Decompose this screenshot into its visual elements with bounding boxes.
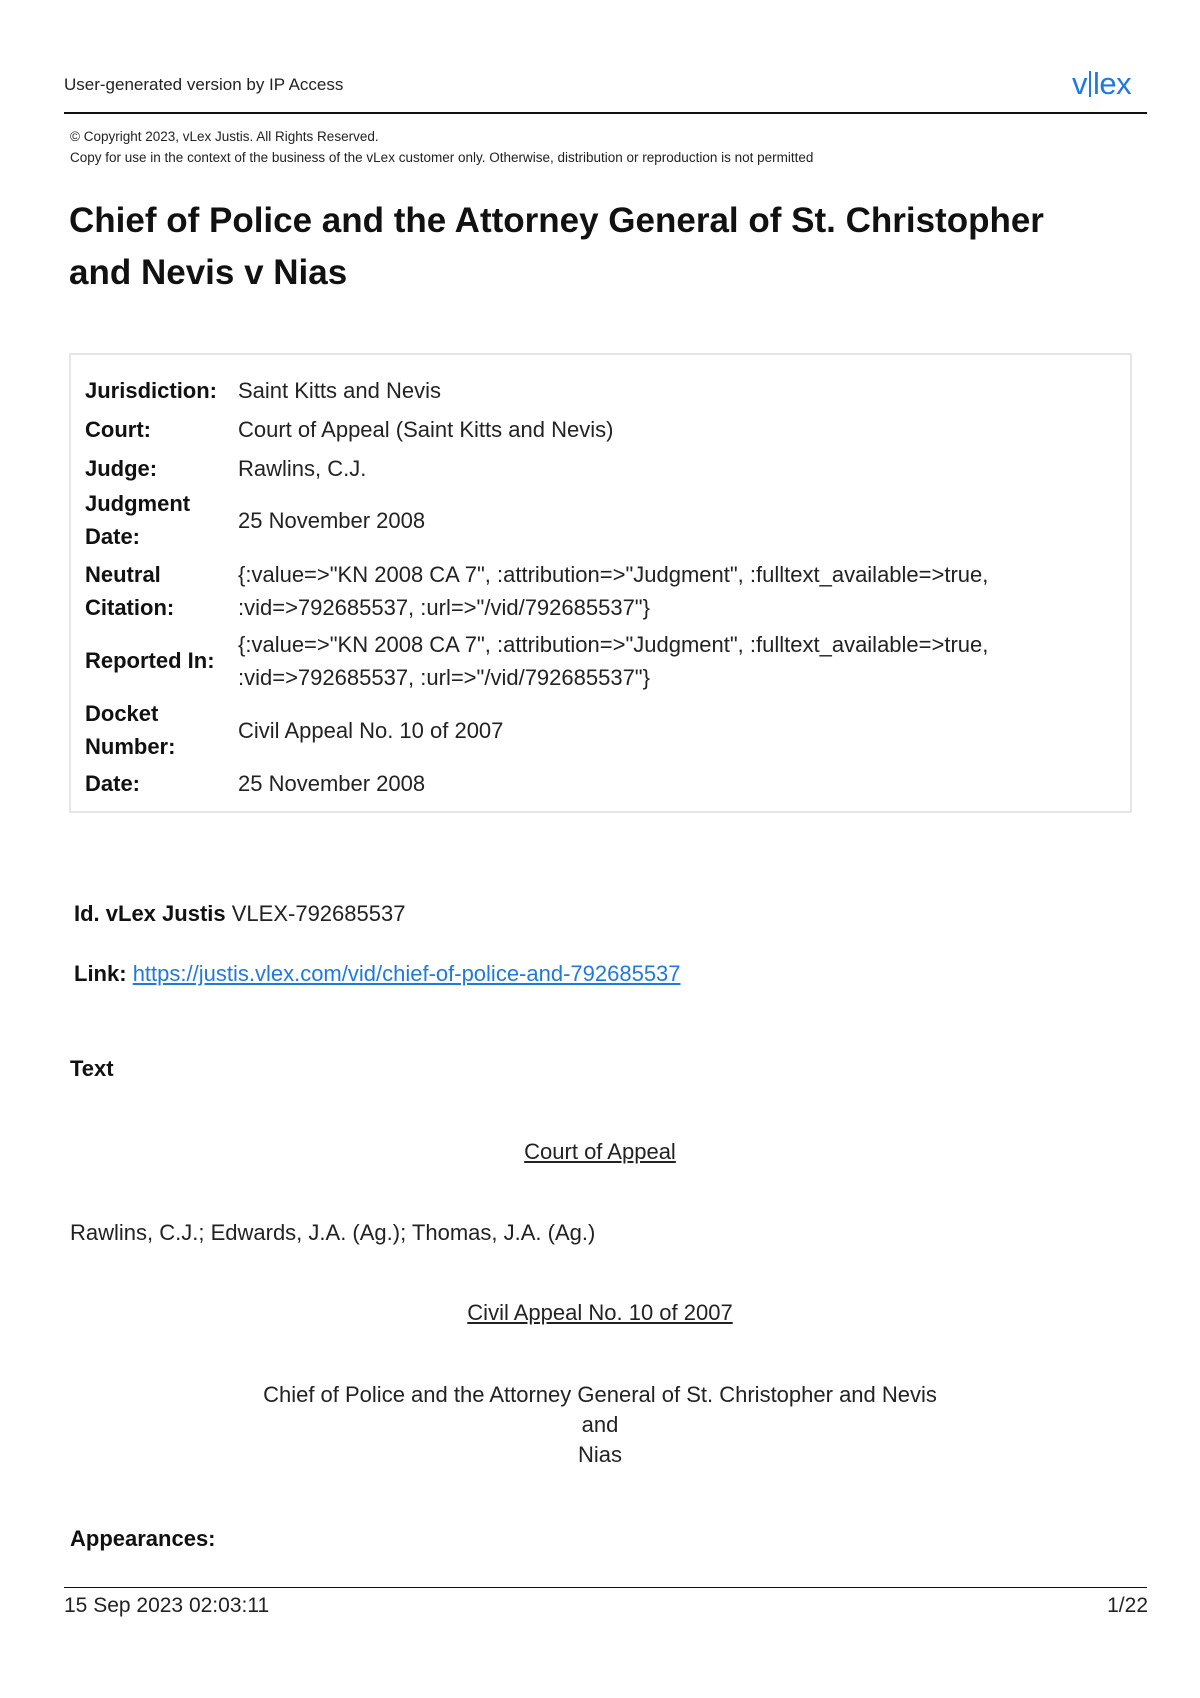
page-number: 1/22 [1107,1594,1148,1617]
vlex-id-value: VLEX-792685537 [231,901,406,926]
docket-number-label [85,697,235,763]
docket-label-line-2: Number: [85,734,176,759]
logo-text-left: v [1072,66,1087,101]
title-line-2: and Nevis v Nias [69,253,348,292]
judges-line: Rawlins, C.J.; Edwards, J.A. (Ag.); Thomas, J.A. (Ag.) [70,1220,596,1245]
date-label: Date: [85,771,141,796]
judgment-date-value: 25 November 2008 [238,508,426,533]
link-label: Link: [74,961,127,986]
neutral-citation-label-line-1: Neutral [85,562,161,587]
copyright-notice: © Copyright 2023, vLex Justis. All Rights Reserved. [70,129,379,144]
court-heading: Court of Appeal [524,1139,676,1164]
party-two: Nias [577,1442,622,1467]
reported-in-value-line-1: {:value=>"KN 2008 CA 7", :attribution=>"Judgment", :fulltext_available=>true, [238,632,989,657]
document-link[interactable]: https://justis.vlex.com/vid/chief-of-police-and-792685537 [132,961,681,986]
logo-text-right: lex [1093,66,1132,101]
neutral-citation-label-line-2: Citation: [85,595,175,620]
footer-rule [64,1587,1147,1588]
vlex-id-label: Id. vLex Justis [74,901,226,926]
judge-value: Rawlins, C.J. [238,456,367,481]
docket-number-value: Civil Appeal No. 10 of 2007 [238,718,504,743]
judgment-date-label-line-1: Judgment [85,491,191,516]
appearances-heading: Appearances: [70,1526,216,1551]
and-text: and [581,1412,619,1437]
judgment-date-label-line-2: Date: [85,524,141,549]
vlex-id-line [74,901,405,927]
neutral-citation-value-line-2: :vid=>792685537, :url=>"/vid/792685537"} [238,595,650,620]
vlex-logo [1072,66,1131,102]
usage-notice: Copy for use in the context of the business of the vLex customer only. Otherwise, distribution or reproduction is not permitted [70,150,814,165]
title-line-1: Chief of Police and the Attorney General of St. Christopher [69,201,1044,240]
reported-in-value [238,628,1118,694]
docket-label-line-1: Docket [85,701,159,726]
court-label: Court: [85,417,151,442]
date-value: 25 November 2008 [238,771,426,796]
judgment-date-label [85,487,235,553]
text-heading: Text [70,1056,114,1081]
header-rule [64,112,1147,114]
judge-label: Judge: [85,456,158,481]
jurisdiction-value: Saint Kitts and Nevis [238,378,441,403]
header-attribution: User-generated version by IP Access [64,75,344,94]
footer-timestamp: 15 Sep 2023 02:03:11 [64,1594,270,1617]
reported-in-label: Reported In: [85,648,215,673]
case-number-heading: Civil Appeal No. 10 of 2007 [467,1300,733,1325]
reported-in-value-line-2: :vid=>792685537, :url=>"/vid/792685537"} [238,665,650,690]
logo-divider [1089,71,1091,97]
document-title [69,195,1149,299]
link-line [74,961,681,987]
party-one: Chief of Police and the Attorney General of St. Christopher and Nevis [263,1382,937,1407]
court-value: Court of Appeal (Saint Kitts and Nevis) [238,417,614,442]
neutral-citation-value [238,558,1118,624]
neutral-citation-label [85,558,235,624]
neutral-citation-value-line-1: {:value=>"KN 2008 CA 7", :attribution=>"Judgment", :fulltext_available=>true, [238,562,989,587]
jurisdiction-label: Jurisdiction: [85,378,218,403]
